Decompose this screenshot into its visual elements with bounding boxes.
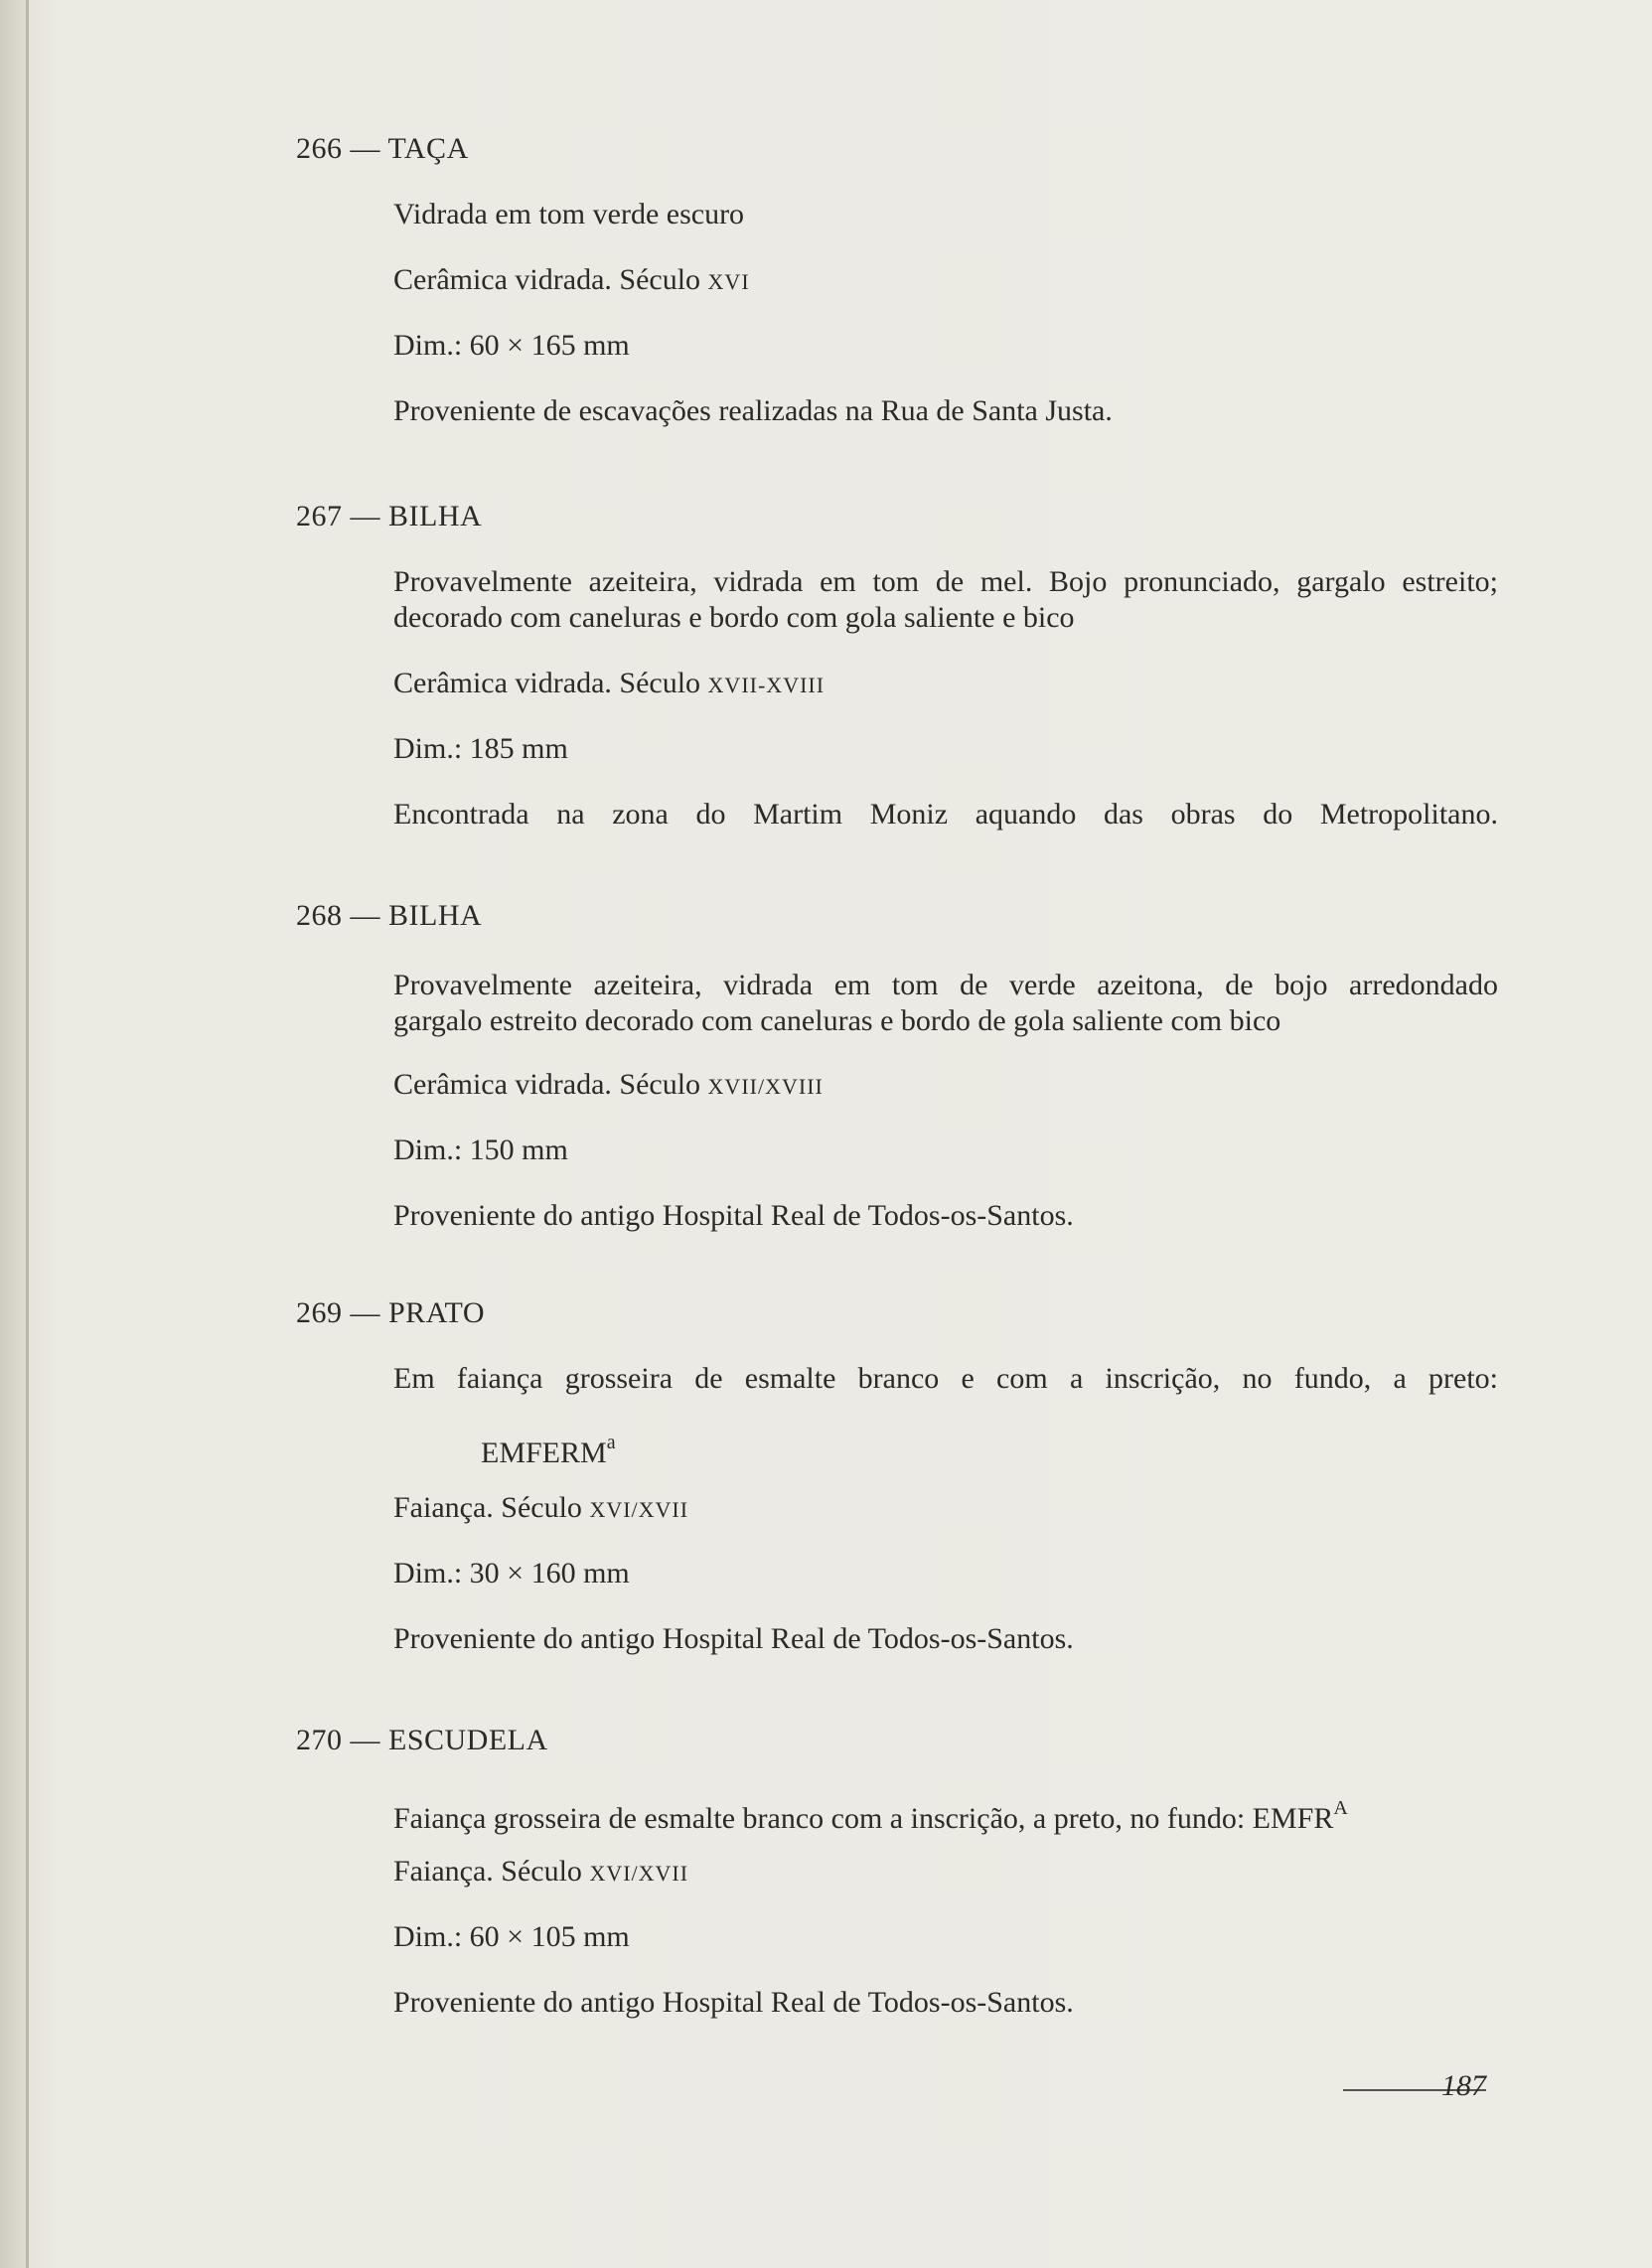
entry-description-line-1: Provavelmente azeiteira, vidrada em tom de mel. Bojo pronunciado, gargalo estreito;: [393, 565, 1498, 598]
entry-dash: —: [350, 132, 380, 165]
entry-number: 270: [296, 1724, 343, 1756]
entry-dash: —: [350, 1724, 380, 1756]
entry-material: [393, 1067, 1498, 1105]
entry-number: 267: [296, 500, 343, 532]
entry-title: TAÇA: [387, 132, 469, 165]
entry-description: Vidrada em tom verde escuro: [393, 198, 745, 230]
entry-heading: [296, 898, 1498, 934]
entry-provenance: Proveniente do antigo Hospital Real de Todos-os-Santos.: [393, 1622, 1074, 1655]
entry-provenance: Proveniente do antigo Hospital Real de Todos-os-Santos.: [393, 1986, 1074, 2019]
material-text: Cerâmica vidrada. Século: [393, 1068, 701, 1101]
entry-material: [393, 666, 1498, 703]
entry-dimensions: Dim.: 30 × 160 mm: [393, 1557, 630, 1589]
material-text: Cerâmica vidrada. Século: [393, 667, 701, 699]
catalog-entry-268: [296, 898, 1498, 1236]
inscription-text: EMFERM: [481, 1436, 607, 1469]
entry-title: ESCUDELA: [388, 1724, 548, 1756]
binding-shadow: [0, 0, 26, 2268]
catalog-entry-267: [296, 499, 1498, 836]
entry-material: [393, 262, 1498, 300]
catalog-entry-270: [296, 1723, 1498, 2021]
entry-dimensions: Dim.: 60 × 165 mm: [393, 329, 630, 362]
material-text: Faiança. Século: [393, 1491, 582, 1524]
entry-dash: —: [350, 1296, 380, 1329]
entry-title: PRATO: [388, 1296, 485, 1329]
entry-dimensions: Dim.: 185 mm: [393, 732, 568, 765]
entry-dimensions: Dim.: 60 × 105 mm: [393, 1920, 630, 1953]
entry-description-line-1: Provavelmente azeiteira, vidrada em tom de verde azeitona, de bojo arredondado: [393, 969, 1498, 1001]
catalog-entry-266: [296, 131, 1498, 429]
century-text: XVI: [707, 269, 750, 294]
century-text: XVI/XVII: [589, 1497, 689, 1522]
entry-heading: [296, 131, 1498, 167]
material-text: Cerâmica vidrada. Século: [393, 263, 701, 296]
entry-description: [393, 1790, 1498, 1837]
entry-description-line-2: gargalo estreito decorado com caneluras e bordo de gola saliente com bico: [393, 1004, 1281, 1037]
entry-description-line-2: decorado com caneluras e bordo com gola saliente e bico: [393, 601, 1075, 634]
entry-provenance: Proveniente de escavações realizadas na Rua de Santa Justa.: [393, 394, 1113, 427]
entry-provenance: Encontrada na zona do Martim Moniz aquando das obras do Metropolitano.: [393, 798, 1498, 831]
description-text: Faiança grosseira de esmalte branco com a inscrição, a preto, no fundo: EMFR: [393, 1802, 1334, 1835]
entry-inscription: [481, 1425, 1077, 1471]
century-text: XVII/XVIII: [707, 1074, 824, 1099]
entry-title: BILHA: [388, 899, 483, 932]
entry-dash: —: [350, 500, 380, 532]
entry-heading: [296, 499, 1498, 534]
entry-number: 266: [296, 132, 343, 165]
entry-material: [393, 1854, 1498, 1891]
entry-number: 269: [296, 1296, 343, 1329]
catalog-entry-269: [296, 1295, 1498, 1673]
entry-heading: [296, 1295, 1498, 1331]
inscription-superscript: a: [606, 1432, 616, 1453]
century-text: XVII-XVIII: [707, 673, 826, 697]
page-edge-line: [26, 0, 29, 2268]
entry-heading: [296, 1723, 1498, 1758]
entry-dimensions: Dim.: 150 mm: [393, 1134, 568, 1166]
description-superscript: A: [1333, 1797, 1348, 1819]
entry-number: 268: [296, 899, 343, 932]
material-text: Faiança. Século: [393, 1855, 582, 1888]
entry-material: [393, 1490, 1498, 1528]
entry-description: Em faiança grosseira de esmalte branco e com a inscrição, no fundo, a preto:: [393, 1362, 1498, 1395]
century-text: XVI/XVII: [589, 1861, 689, 1886]
entry-title: BILHA: [388, 500, 483, 532]
page-number: 187: [1441, 2069, 1486, 2102]
entry-dash: —: [350, 899, 380, 932]
entry-provenance: Proveniente do antigo Hospital Real de Todos-os-Santos.: [393, 1199, 1074, 1232]
